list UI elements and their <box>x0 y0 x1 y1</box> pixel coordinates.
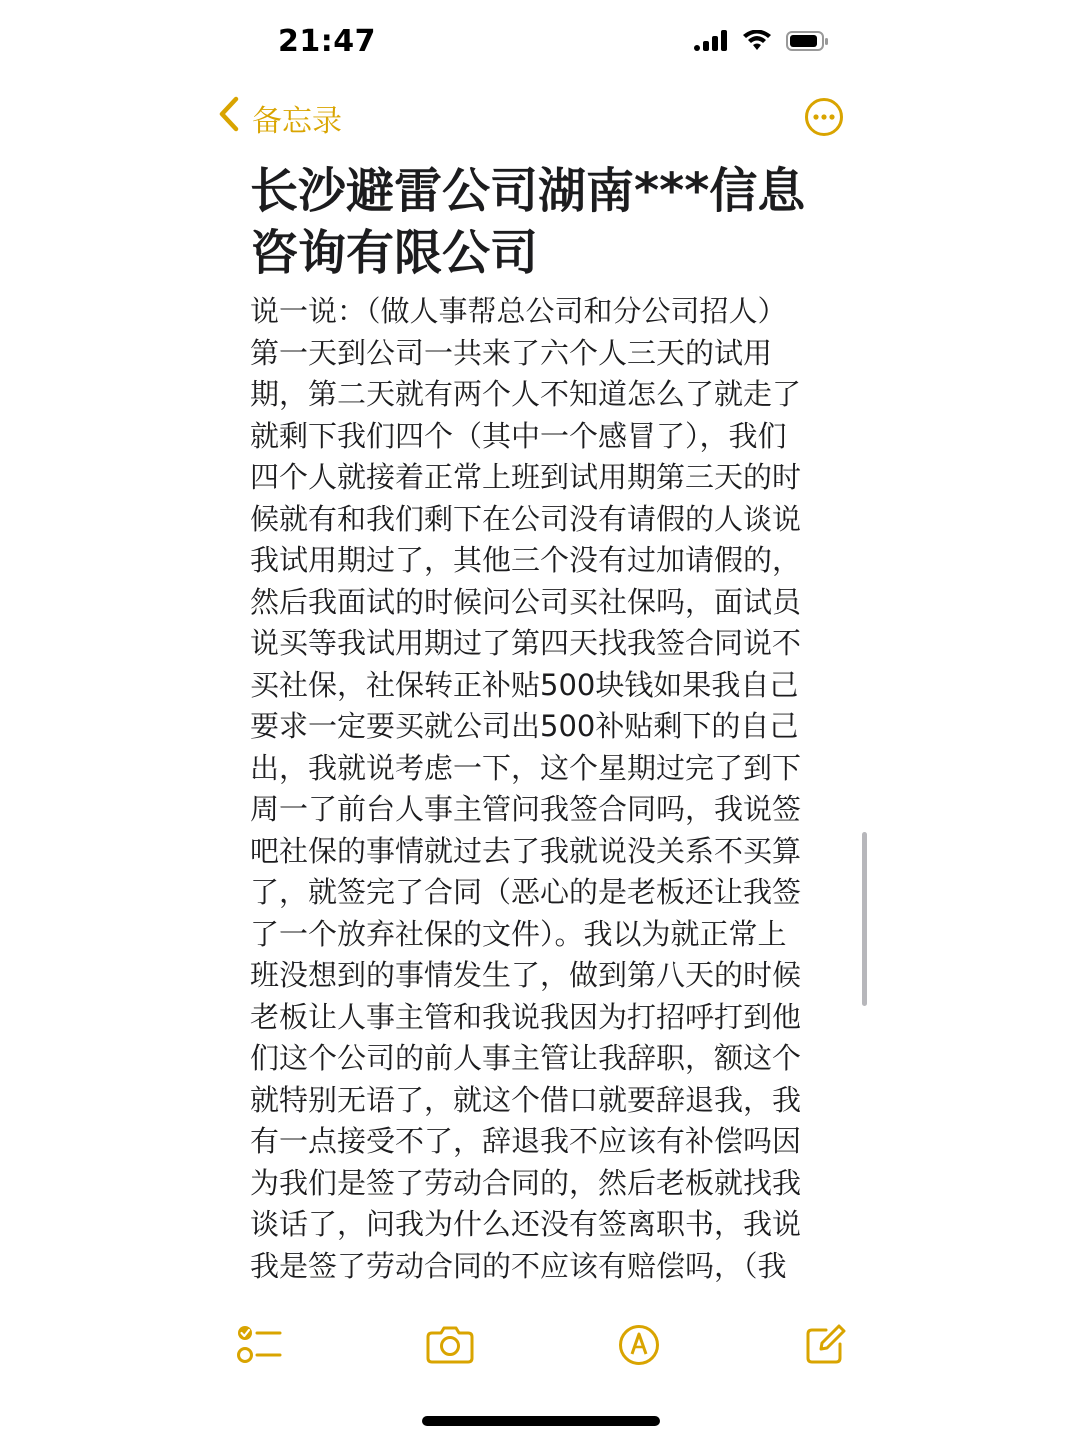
camera-button[interactable] <box>426 1324 476 1370</box>
nav-bar <box>0 88 1080 148</box>
chevron-left-icon <box>218 96 252 140</box>
home-indicator[interactable] <box>422 1416 660 1426</box>
cellular-signal-icon <box>694 30 728 56</box>
status-icons <box>694 30 830 56</box>
camera-icon <box>426 1349 474 1368</box>
note-body[interactable]: 说一说：（做人事帮总公司和分公司招人）第一天到公司一共来了六个人三天的试用期，第二天就有两个人不知道怎么了就走了就剩下我们四个（其中一个感冒了），我们四个人就接着正常上班到试用期第三天的时候就有和我们剩下在公司没有请假的人谈说我试用期过了，其他三个没有过加请假的，然后我面试的时候问公司买社保吗，面试员说买等我试用期过了第四天找我签合同说不买社保，社保转正补贴500块钱如果我自己要求一定要买就公司出500补贴剩下的自己出，我就说考虑一下，这个星期过完了到下周一了前台人事主管问我签合同吗，我说签吧社保的事情就过去了我就说没关系不买算了，就签完了合同（恶心的是老板还让我签了一个放弃社保的文件）。我以为就正常上班没想到的事情发生了，做到第八天的时候老板让人事主管和我说我因为打招呼打到他们这个公司的前人事主管让我辞职，额这个就特别无语了，就这个借口就要辞退我，我有一点接受不了，辞退我不应该有补偿吗因为我们是签了劳动合同的，然后老板就找我谈话了，问我为什么还没有签离职书，我说我是签了劳动合同的不应该有赔偿吗，（我 <box>250 294 802 1283</box>
markup-button[interactable] <box>618 1324 668 1370</box>
compose-button[interactable] <box>804 1324 854 1370</box>
battery-icon <box>786 30 830 56</box>
status-bar <box>0 0 1080 88</box>
wifi-icon <box>742 30 772 56</box>
note-title[interactable]: 长沙避雷公司湖南***信息咨询有限公司 <box>250 163 806 281</box>
compose-icon <box>804 1351 846 1370</box>
checklist-icon <box>236 1349 282 1368</box>
scroll-indicator[interactable] <box>862 832 867 1006</box>
back-button[interactable] <box>218 96 342 140</box>
back-button-label: 备忘录 <box>252 104 342 139</box>
checklist-button[interactable] <box>236 1324 286 1370</box>
more-button[interactable] <box>804 97 844 137</box>
markup-pen-icon <box>618 1351 660 1370</box>
status-time: 21:47 <box>278 24 376 59</box>
ellipsis-circle-icon <box>804 122 844 141</box>
note-body-area[interactable] <box>250 291 815 1298</box>
